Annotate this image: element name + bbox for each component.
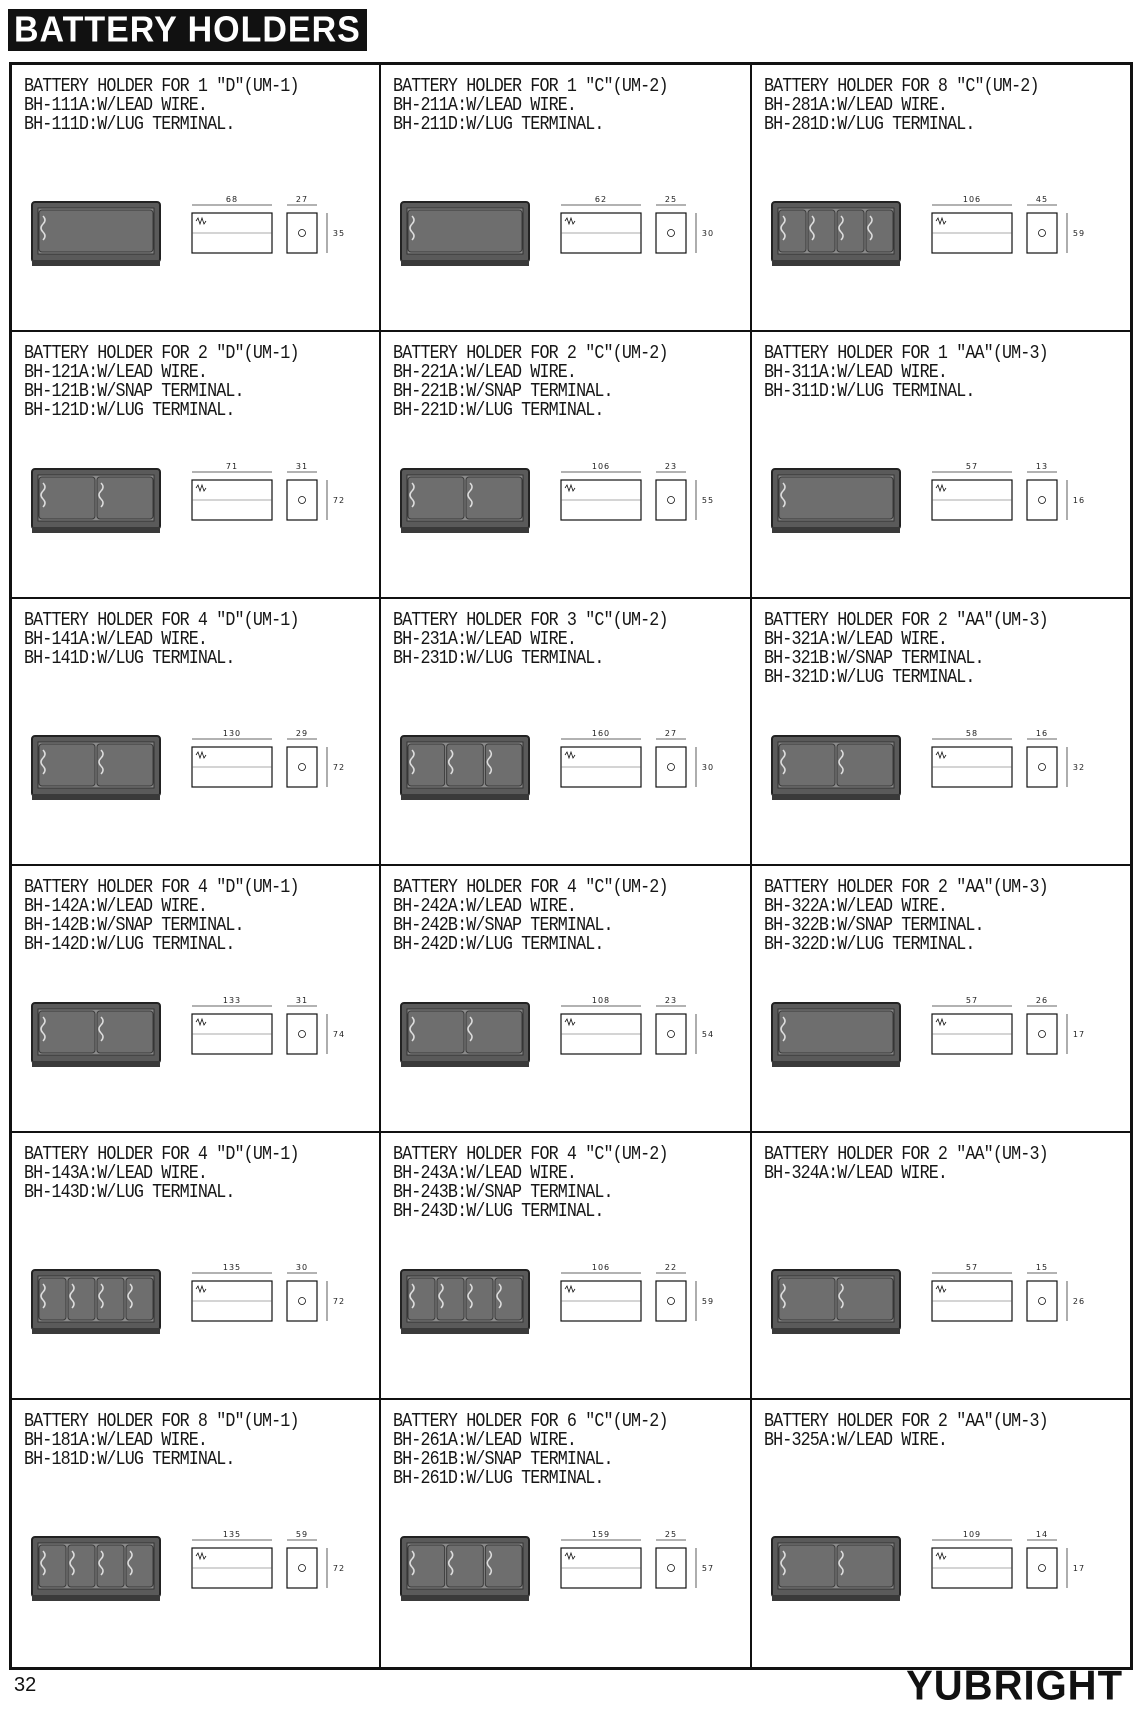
dimension-height: 16 [1072, 496, 1086, 505]
product-photo [26, 457, 166, 542]
product-description [393, 878, 702, 954]
model-line: BH-325A:W/LEAD WIRE. [764, 1429, 948, 1451]
model-line: BH-322B:W/SNAP TERMINAL. [764, 914, 984, 936]
product-description [393, 344, 702, 420]
product-cell [381, 599, 752, 866]
dimension-width: 27 [664, 729, 678, 738]
dimension-width: 30 [295, 1263, 309, 1272]
product-description [393, 1412, 702, 1488]
dimension-drawing [556, 195, 736, 265]
product-title: BATTERY HOLDER FOR 2 "AA"(UM-3) [764, 1143, 1048, 1165]
product-photo [766, 190, 906, 275]
product-photo [395, 1525, 535, 1610]
model-line: BH-324A:W/LEAD WIRE. [764, 1162, 948, 1184]
model-line: BH-243B:W/SNAP TERMINAL. [393, 1181, 613, 1203]
model-line: BH-141A:W/LEAD WIRE. [24, 628, 208, 650]
dimension-drawing [187, 996, 367, 1066]
dimension-length: 57 [965, 1263, 979, 1272]
product-description [24, 878, 331, 954]
dimension-width: 25 [664, 1530, 678, 1539]
product-cell [381, 866, 752, 1133]
product-photo [766, 457, 906, 542]
product-cell [12, 866, 381, 1133]
dimension-drawing [556, 1530, 736, 1600]
product-description [24, 611, 331, 668]
product-photo [26, 190, 166, 275]
model-line: BH-142D:W/LUG TERMINAL. [24, 933, 235, 955]
dimension-length: 57 [965, 996, 979, 1005]
dimension-length: 160 [591, 729, 611, 738]
model-line: BH-321B:W/SNAP TERMINAL. [764, 647, 984, 669]
product-title: BATTERY HOLDER FOR 2 "AA"(UM-3) [764, 609, 1048, 631]
dimension-length: 135 [222, 1263, 242, 1272]
dimension-height: 17 [1072, 1030, 1086, 1039]
model-line: BH-221A:W/LEAD WIRE. [393, 361, 577, 383]
dimension-length: 106 [962, 195, 982, 204]
product-cell [752, 332, 1130, 599]
dimension-drawing [187, 1263, 367, 1333]
dimension-width: 15 [1035, 1263, 1049, 1272]
dimension-length: 108 [591, 996, 611, 1005]
dimension-drawing [556, 1263, 736, 1333]
product-photo [766, 1258, 906, 1343]
dimension-width: 13 [1035, 462, 1049, 471]
product-title: BATTERY HOLDER FOR 4 "C"(UM-2) [393, 1143, 668, 1165]
dimension-height: 59 [701, 1297, 715, 1306]
product-title: BATTERY HOLDER FOR 8 "C"(UM-2) [764, 75, 1039, 97]
product-description [393, 77, 702, 134]
dimension-height: 54 [701, 1030, 715, 1039]
product-photo [766, 724, 906, 809]
model-line: BH-322D:W/LUG TERMINAL. [764, 933, 975, 955]
dimension-height: 30 [701, 763, 715, 772]
product-cell [12, 1400, 381, 1667]
product-title: BATTERY HOLDER FOR 2 "D"(UM-1) [24, 342, 299, 364]
dimension-drawing [187, 729, 367, 799]
dimension-width: 31 [295, 996, 309, 1005]
product-title: BATTERY HOLDER FOR 6 "C"(UM-2) [393, 1410, 668, 1432]
dimension-length: 62 [594, 195, 608, 204]
dimension-drawing [927, 1263, 1107, 1333]
product-photo [26, 991, 166, 1076]
model-line: BH-311D:W/LUG TERMINAL. [764, 380, 975, 402]
dimension-height: 35 [332, 229, 346, 238]
model-line: BH-322A:W/LEAD WIRE. [764, 895, 948, 917]
dimension-length: 71 [225, 462, 239, 471]
product-cell [752, 65, 1130, 332]
product-title: BATTERY HOLDER FOR 1 "D"(UM-1) [24, 75, 299, 97]
product-description [764, 1145, 1081, 1183]
product-cell [752, 599, 1130, 866]
product-cell [12, 332, 381, 599]
product-description [393, 611, 702, 668]
product-photo [766, 1525, 906, 1610]
product-cell [12, 599, 381, 866]
product-description [24, 344, 331, 420]
dimension-drawing [187, 195, 367, 265]
model-line: BH-142A:W/LEAD WIRE. [24, 895, 208, 917]
model-line: BH-181D:W/LUG TERMINAL. [24, 1448, 235, 1470]
product-photo [766, 991, 906, 1076]
dimension-drawing [927, 462, 1107, 532]
model-line: BH-121B:W/SNAP TERMINAL. [24, 380, 244, 402]
dimension-length: 106 [591, 462, 611, 471]
product-photo [395, 190, 535, 275]
dimension-width: 59 [295, 1530, 309, 1539]
product-description [24, 1145, 331, 1202]
model-line: BH-242D:W/LUG TERMINAL. [393, 933, 604, 955]
product-title: BATTERY HOLDER FOR 2 "C"(UM-2) [393, 342, 668, 364]
dimension-height: 72 [332, 763, 346, 772]
dimension-width: 14 [1035, 1530, 1049, 1539]
product-photo [26, 1258, 166, 1343]
dimension-height: 72 [332, 1564, 346, 1573]
dimension-length: 57 [965, 462, 979, 471]
product-photo [26, 724, 166, 809]
dimension-length: 58 [965, 729, 979, 738]
dimension-height: 26 [1072, 1297, 1086, 1306]
product-cell [12, 1133, 381, 1400]
model-line: BH-242A:W/LEAD WIRE. [393, 895, 577, 917]
dimension-height: 17 [1072, 1564, 1086, 1573]
product-photo [395, 1258, 535, 1343]
product-title: BATTERY HOLDER FOR 2 "AA"(UM-3) [764, 876, 1048, 898]
dimension-drawing [187, 1530, 367, 1600]
dimension-drawing [927, 1530, 1107, 1600]
dimension-height: 57 [701, 1564, 715, 1573]
model-line: BH-261D:W/LUG TERMINAL. [393, 1467, 604, 1489]
product-title: BATTERY HOLDER FOR 8 "D"(UM-1) [24, 1410, 299, 1432]
model-line: BH-221D:W/LUG TERMINAL. [393, 399, 604, 421]
dimension-width: 16 [1035, 729, 1049, 738]
dimension-width: 29 [295, 729, 309, 738]
product-title: BATTERY HOLDER FOR 4 "D"(UM-1) [24, 609, 299, 631]
dimension-width: 22 [664, 1263, 678, 1272]
model-line: BH-242B:W/SNAP TERMINAL. [393, 914, 613, 936]
dimension-height: 55 [701, 496, 715, 505]
brand-logo: YUBRIGHT [906, 1662, 1123, 1710]
dimension-length: 106 [591, 1263, 611, 1272]
dimension-width: 27 [295, 195, 309, 204]
dimension-drawing [556, 729, 736, 799]
dimension-length: 159 [591, 1530, 611, 1539]
product-cell [752, 1133, 1130, 1400]
model-line: BH-111D:W/LUG TERMINAL. [24, 113, 235, 135]
dimension-width: 45 [1035, 195, 1049, 204]
dimension-drawing [927, 195, 1107, 265]
model-line: BH-141D:W/LUG TERMINAL. [24, 647, 235, 669]
model-line: BH-211D:W/LUG TERMINAL. [393, 113, 604, 135]
product-title: BATTERY HOLDER FOR 4 "D"(UM-1) [24, 1143, 299, 1165]
dimension-length: 135 [222, 1530, 242, 1539]
dimension-length: 68 [225, 195, 239, 204]
dimension-drawing [927, 996, 1107, 1066]
model-line: BH-143A:W/LEAD WIRE. [24, 1162, 208, 1184]
dimension-width: 26 [1035, 996, 1049, 1005]
dimension-height: 32 [1072, 763, 1086, 772]
model-line: BH-231A:W/LEAD WIRE. [393, 628, 577, 650]
product-description [764, 1412, 1081, 1450]
dimension-width: 23 [664, 996, 678, 1005]
model-line: BH-121D:W/LUG TERMINAL. [24, 399, 235, 421]
product-description [24, 77, 331, 134]
model-line: BH-211A:W/LEAD WIRE. [393, 94, 577, 116]
model-line: BH-121A:W/LEAD WIRE. [24, 361, 208, 383]
dimension-drawing [927, 729, 1107, 799]
product-photo [395, 457, 535, 542]
product-description [764, 77, 1081, 134]
dimension-width: 25 [664, 195, 678, 204]
dimension-height: 72 [332, 1297, 346, 1306]
product-cell [381, 332, 752, 599]
model-line: BH-311A:W/LEAD WIRE. [764, 361, 948, 383]
product-cell [381, 1133, 752, 1400]
model-line: BH-243A:W/LEAD WIRE. [393, 1162, 577, 1184]
product-cell [381, 65, 752, 332]
model-line: BH-243D:W/LUG TERMINAL. [393, 1200, 604, 1222]
page-title: BATTERY HOLDERS [8, 9, 367, 51]
dimension-drawing [556, 996, 736, 1066]
product-description [24, 1412, 331, 1469]
product-description [764, 611, 1081, 687]
model-line: BH-321D:W/LUG TERMINAL. [764, 666, 975, 688]
model-line: BH-221B:W/SNAP TERMINAL. [393, 380, 613, 402]
product-title: BATTERY HOLDER FOR 4 "D"(UM-1) [24, 876, 299, 898]
product-title: BATTERY HOLDER FOR 2 "AA"(UM-3) [764, 1410, 1048, 1432]
product-cell [752, 1400, 1130, 1667]
model-line: BH-181A:W/LEAD WIRE. [24, 1429, 208, 1451]
product-cell [752, 866, 1130, 1133]
product-description [764, 878, 1081, 954]
model-line: BH-142B:W/SNAP TERMINAL. [24, 914, 244, 936]
dimension-width: 31 [295, 462, 309, 471]
product-description [764, 344, 1081, 401]
model-line: BH-143D:W/LUG TERMINAL. [24, 1181, 235, 1203]
dimension-height: 59 [1072, 229, 1086, 238]
model-line: BH-321A:W/LEAD WIRE. [764, 628, 948, 650]
model-line: BH-261B:W/SNAP TERMINAL. [393, 1448, 613, 1470]
dimension-drawing [187, 462, 367, 532]
dimension-width: 23 [664, 462, 678, 471]
product-title: BATTERY HOLDER FOR 4 "C"(UM-2) [393, 876, 668, 898]
product-title: BATTERY HOLDER FOR 1 "C"(UM-2) [393, 75, 668, 97]
dimension-length: 133 [222, 996, 242, 1005]
dimension-height: 74 [332, 1030, 346, 1039]
product-cell [381, 1400, 752, 1667]
dimension-length: 130 [222, 729, 242, 738]
model-line: BH-281A:W/LEAD WIRE. [764, 94, 948, 116]
model-line: BH-111A:W/LEAD WIRE. [24, 94, 208, 116]
product-title: BATTERY HOLDER FOR 1 "AA"(UM-3) [764, 342, 1048, 364]
product-photo [26, 1525, 166, 1610]
page-number: 32 [14, 1674, 37, 1696]
dimension-height: 72 [332, 496, 346, 505]
product-title: BATTERY HOLDER FOR 3 "C"(UM-2) [393, 609, 668, 631]
product-photo [395, 724, 535, 809]
model-line: BH-261A:W/LEAD WIRE. [393, 1429, 577, 1451]
model-line: BH-281D:W/LUG TERMINAL. [764, 113, 975, 135]
product-cell [12, 65, 381, 332]
product-description [393, 1145, 702, 1221]
dimension-height: 30 [701, 229, 715, 238]
product-photo [395, 991, 535, 1076]
dimension-length: 109 [962, 1530, 982, 1539]
dimension-drawing [556, 462, 736, 532]
catalog-grid [9, 62, 1133, 1670]
model-line: BH-231D:W/LUG TERMINAL. [393, 647, 604, 669]
